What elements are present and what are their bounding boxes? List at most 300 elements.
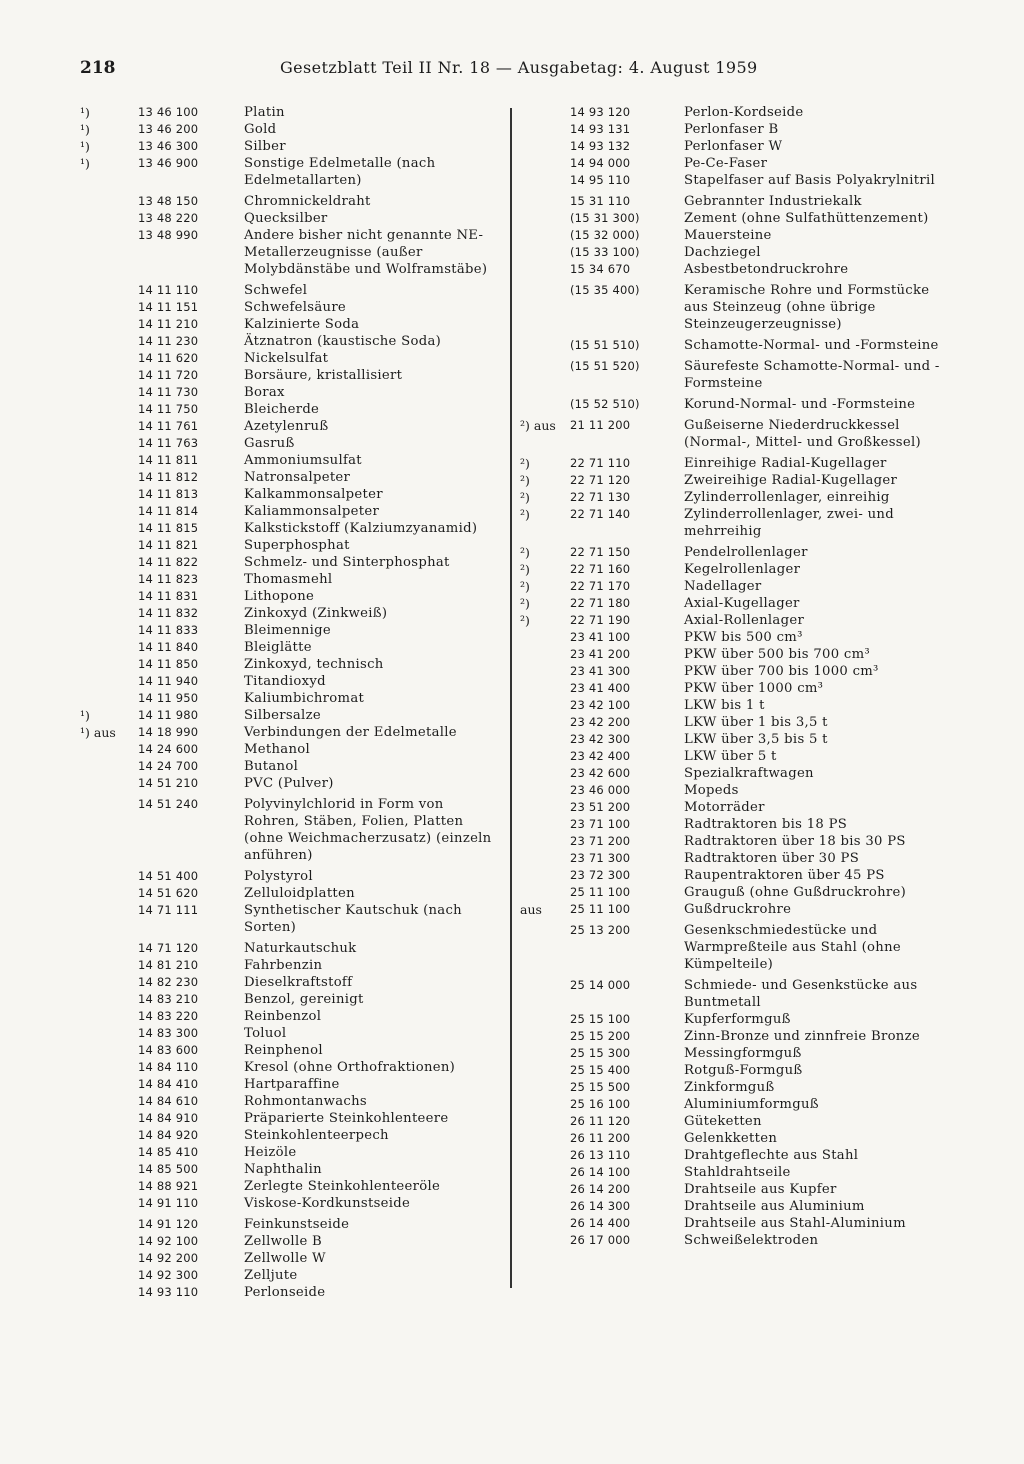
- item-description: Fahrbenzin: [244, 958, 323, 973]
- item-code: 14 24 700: [138, 759, 199, 773]
- item-description: Radtraktoren bis 18 PS: [684, 817, 848, 832]
- list-item: [80, 138, 510, 155]
- item-code: 14 93 132: [570, 139, 631, 153]
- item-code: 14 11 950: [138, 691, 199, 705]
- footnote-marker: ¹): [80, 156, 90, 171]
- list-item: [80, 1161, 510, 1178]
- list-item: [518, 1164, 958, 1181]
- item-code: 14 81 210: [138, 958, 199, 972]
- list-item: [80, 282, 510, 299]
- item-description: Gebrannter Industriekalk: [684, 194, 862, 209]
- item-description: Zinn-Bronze und zinnfreie Bronze: [684, 1029, 920, 1044]
- item-description: Grauguß (ohne Gußdruckrohre): [684, 885, 907, 900]
- list-item: [518, 261, 958, 278]
- item-description: Säurefeste Schamotte-Normal- und -Formsteine: [684, 359, 940, 391]
- item-description: Gußeiserne Niederdruckkessel (Normal-, Mittel- und Großkessel): [684, 418, 921, 450]
- item-code: 26 14 400: [570, 1216, 631, 1230]
- footnote-marker: ²): [520, 456, 530, 471]
- item-description: Kalkammonsalpeter: [244, 487, 383, 502]
- footnote-marker: ²): [520, 507, 530, 522]
- item-description: Toluol: [244, 1026, 287, 1041]
- item-description: Kaliammonsalpeter: [244, 504, 380, 519]
- item-description: Superphosphat: [244, 538, 350, 553]
- item-description: Chromnickeldraht: [244, 194, 371, 209]
- list-item: [518, 138, 958, 155]
- item-description: Sonstige Edelmetalle (nach Edelmetallarten): [244, 156, 436, 188]
- list-item: [80, 724, 510, 741]
- list-item: [80, 673, 510, 690]
- list-item: [80, 605, 510, 622]
- item-code: 13 48 990: [138, 228, 199, 242]
- list-item: [80, 299, 510, 316]
- item-code: 14 91 120: [138, 1217, 199, 1231]
- list-item: [518, 884, 958, 901]
- list-item: [518, 561, 958, 578]
- footnote-marker: ¹): [80, 105, 90, 120]
- list-item: [518, 121, 958, 138]
- column-divider: [510, 108, 512, 1288]
- list-item: [80, 486, 510, 503]
- list-item: [80, 1127, 510, 1144]
- list-item: [518, 680, 958, 697]
- item-description: Dachziegel: [684, 245, 761, 260]
- list-item: [518, 1232, 958, 1249]
- item-description: LKW über 1 bis 3,5 t: [684, 715, 828, 730]
- item-description: Kresol (ohne Orthofraktionen): [244, 1060, 456, 1075]
- item-code: 14 83 600: [138, 1043, 199, 1057]
- item-code: 14 11 750: [138, 402, 199, 416]
- list-item: [518, 472, 958, 489]
- list-item: [518, 612, 958, 629]
- item-code: 14 82 230: [138, 975, 199, 989]
- item-description: Zerlegte Steinkohlenteeröle: [244, 1179, 441, 1194]
- item-code: 14 11 720: [138, 368, 199, 382]
- item-code: 14 93 120: [570, 105, 631, 119]
- item-code: 23 71 200: [570, 834, 631, 848]
- item-code: 14 83 220: [138, 1009, 199, 1023]
- item-code: 23 71 300: [570, 851, 631, 865]
- item-code: 25 11 100: [570, 885, 631, 899]
- item-code: (15 51 510): [570, 338, 640, 352]
- item-description: Schamotte-Normal- und -Formsteine: [684, 338, 939, 353]
- item-description: Benzol, gereinigt: [244, 992, 364, 1007]
- list-item: [518, 1045, 958, 1062]
- item-description: Motorräder: [684, 800, 765, 815]
- list-item: [80, 588, 510, 605]
- list-item: [80, 520, 510, 537]
- footnote-marker: ²): [520, 562, 530, 577]
- item-description: Butanol: [244, 759, 299, 774]
- list-item: [518, 506, 958, 540]
- list-item: [80, 333, 510, 350]
- item-code: 14 11 833: [138, 623, 199, 637]
- item-code: 25 16 100: [570, 1097, 631, 1111]
- item-code: 22 71 110: [570, 456, 631, 470]
- item-code: 14 11 850: [138, 657, 199, 671]
- item-code: 13 46 200: [138, 122, 199, 136]
- footnote-marker: ¹): [80, 708, 90, 723]
- footnote-marker: aus: [520, 902, 542, 917]
- list-item: [80, 1025, 510, 1042]
- item-description: Stapelfaser auf Basis Polyakrylnitril: [684, 173, 936, 188]
- list-item: [80, 384, 510, 401]
- item-description: Mauersteine: [684, 228, 772, 243]
- item-description: Zellwolle B: [244, 1234, 323, 1249]
- list-item: [518, 816, 958, 833]
- item-description: Naphthalin: [244, 1162, 322, 1177]
- footnote-marker: ²): [520, 579, 530, 594]
- list-item: [80, 537, 510, 554]
- list-item: [518, 417, 958, 451]
- list-item: [80, 1008, 510, 1025]
- list-item: [80, 469, 510, 486]
- footnote-marker: ²): [520, 613, 530, 628]
- item-description: Ammoniumsulfat: [244, 453, 362, 468]
- item-code: 23 51 200: [570, 800, 631, 814]
- item-code: 14 94 000: [570, 156, 631, 170]
- list-item: [518, 833, 958, 850]
- item-description: Zelluloidplatten: [244, 886, 355, 901]
- item-code: 14 11 730: [138, 385, 199, 399]
- left-column: [80, 104, 510, 1301]
- item-description: Axial-Rollenlager: [684, 613, 805, 628]
- footnote-marker: ²): [520, 545, 530, 560]
- list-item: [518, 244, 958, 261]
- list-item: [80, 622, 510, 639]
- list-item: [518, 1130, 958, 1147]
- list-item: [80, 571, 510, 588]
- item-description: Perlonfaser W: [684, 139, 783, 154]
- item-description: Polyvinylchlorid in Form von Rohren, Stäben, Folien, Platten (ohne Weichmacherzusatz) (einzeln anführen): [244, 797, 492, 863]
- item-code: 14 11 813: [138, 487, 199, 501]
- item-description: Zellwolle W: [244, 1251, 326, 1266]
- footnote-marker: ¹) aus: [80, 725, 116, 740]
- item-description: Polystyrol: [244, 869, 313, 884]
- list-item: [518, 172, 958, 189]
- item-description: Hartparaffine: [244, 1077, 340, 1092]
- item-code: 22 71 150: [570, 545, 631, 559]
- item-code: 26 14 100: [570, 1165, 631, 1179]
- item-code: 14 11 821: [138, 538, 199, 552]
- list-item: [518, 1113, 958, 1130]
- list-item: [80, 639, 510, 656]
- item-code: 23 46 000: [570, 783, 631, 797]
- item-description: Titandioxyd: [244, 674, 326, 689]
- item-description: Schmiede- und Gesenkstücke aus Buntmetall: [684, 978, 918, 1010]
- item-code: 14 85 500: [138, 1162, 199, 1176]
- item-description: Kalkstickstoff (Kalziumzyanamid): [244, 521, 478, 536]
- footnote-marker: ¹): [80, 139, 90, 154]
- item-code: 14 11 840: [138, 640, 199, 654]
- item-description: Spezialkraftwagen: [684, 766, 814, 781]
- item-description: Rohmontanwachs: [244, 1094, 367, 1109]
- item-description: Borsäure, kristallisiert: [244, 368, 403, 383]
- item-code: 14 95 110: [570, 173, 631, 187]
- item-code: 14 51 620: [138, 886, 199, 900]
- right-column: [518, 104, 958, 1249]
- item-code: 21 11 200: [570, 418, 631, 432]
- item-code: 25 15 500: [570, 1080, 631, 1094]
- item-code: 22 71 140: [570, 507, 631, 521]
- item-code: 14 11 822: [138, 555, 199, 569]
- item-description: Ätznatron (kaustische Soda): [244, 334, 442, 349]
- item-description: Drahtseile aus Stahl-Aluminium: [684, 1216, 906, 1231]
- item-code: (15 35 400): [570, 283, 640, 297]
- list-item: [80, 1110, 510, 1127]
- item-code: 22 71 170: [570, 579, 631, 593]
- list-item: [518, 455, 958, 472]
- item-code: 23 41 100: [570, 630, 631, 644]
- item-code: 14 84 110: [138, 1060, 199, 1074]
- item-code: 14 11 210: [138, 317, 199, 331]
- item-description: Bleimennige: [244, 623, 331, 638]
- list-item: [518, 1028, 958, 1045]
- list-item: [518, 977, 958, 1011]
- list-item: [80, 210, 510, 227]
- list-item: [80, 868, 510, 885]
- list-item: [518, 731, 958, 748]
- list-item: [518, 850, 958, 867]
- item-code: 14 11 980: [138, 708, 199, 722]
- list-item: [80, 1195, 510, 1212]
- item-description: Nadellager: [684, 579, 762, 594]
- item-description: LKW über 5 t: [684, 749, 777, 764]
- item-description: Perlonfaser B: [684, 122, 779, 137]
- item-description: Silbersalze: [244, 708, 321, 723]
- list-item: [80, 1233, 510, 1250]
- list-item: [80, 1059, 510, 1076]
- list-item: [518, 595, 958, 612]
- item-code: 22 71 120: [570, 473, 631, 487]
- item-description: Präparierte Steinkohlenteere: [244, 1111, 449, 1126]
- item-code: 14 51 400: [138, 869, 199, 883]
- list-item: [518, 629, 958, 646]
- item-description: Drahtseile aus Kupfer: [684, 1182, 837, 1197]
- footnote-marker: ²): [520, 596, 530, 611]
- item-code: 14 92 300: [138, 1268, 199, 1282]
- item-code: 14 11 110: [138, 283, 199, 297]
- item-description: Einreihige Radial-Kugellager: [684, 456, 887, 471]
- item-code: 14 83 210: [138, 992, 199, 1006]
- item-description: Natronsalpeter: [244, 470, 351, 485]
- list-item: [80, 350, 510, 367]
- item-code: 14 18 990: [138, 725, 199, 739]
- item-code: 26 14 200: [570, 1182, 631, 1196]
- list-item: [518, 765, 958, 782]
- item-description: Azetylenruß: [244, 419, 329, 434]
- list-item: [80, 741, 510, 758]
- list-item: [80, 885, 510, 902]
- list-item: [518, 922, 958, 973]
- item-code: 14 92 100: [138, 1234, 199, 1248]
- list-item: [80, 1216, 510, 1233]
- item-code: 15 34 670: [570, 262, 631, 276]
- item-code: 14 11 815: [138, 521, 199, 535]
- item-code: 25 15 300: [570, 1046, 631, 1060]
- item-code: 13 46 300: [138, 139, 199, 153]
- item-code: 14 11 230: [138, 334, 199, 348]
- item-description: Raupentraktoren über 45 PS: [684, 868, 885, 883]
- list-item: [518, 396, 958, 413]
- item-code: 25 14 000: [570, 978, 631, 992]
- item-description: Perlonseide: [244, 1285, 326, 1300]
- list-item: [80, 554, 510, 571]
- item-description: Kalzinierte Soda: [244, 317, 360, 332]
- list-item: [518, 358, 958, 392]
- list-item: [518, 663, 958, 680]
- list-item: [80, 155, 510, 189]
- item-code: 14 51 240: [138, 797, 199, 811]
- item-description: PVC (Pulver): [244, 776, 334, 791]
- list-item: [80, 316, 510, 333]
- list-item: [80, 775, 510, 792]
- footnote-marker: ²) aus: [520, 418, 556, 433]
- item-code: 14 84 410: [138, 1077, 199, 1091]
- item-description: Heizöle: [244, 1145, 297, 1160]
- item-code: 14 92 200: [138, 1251, 199, 1265]
- list-item: [518, 578, 958, 595]
- item-code: 23 42 600: [570, 766, 631, 780]
- item-code: 14 11 620: [138, 351, 199, 365]
- item-code: 14 85 410: [138, 1145, 199, 1159]
- item-description: Zweireihige Radial-Kugellager: [684, 473, 898, 488]
- item-code: 22 71 190: [570, 613, 631, 627]
- item-description: Zylinderrollenlager, einreihig: [684, 490, 890, 505]
- item-description: Viskose-Kordkunstseide: [244, 1196, 411, 1211]
- list-item: [518, 544, 958, 561]
- item-code: 14 11 761: [138, 419, 199, 433]
- item-code: 14 93 131: [570, 122, 631, 136]
- item-description: Zinkoxyd, technisch: [244, 657, 384, 672]
- item-description: Quecksilber: [244, 211, 328, 226]
- list-item: [518, 714, 958, 731]
- item-description: Andere bisher nicht genannte NE-Metallerzeugnisse (außer Molybdänstäbe und Wolframstäbe): [244, 228, 488, 277]
- list-item: [80, 1250, 510, 1267]
- list-item: [518, 1062, 958, 1079]
- list-item: [518, 155, 958, 172]
- list-item: [80, 690, 510, 707]
- item-code: 14 88 921: [138, 1179, 199, 1193]
- item-code: 14 71 120: [138, 941, 199, 955]
- item-description: Radtraktoren über 18 bis 30 PS: [684, 834, 906, 849]
- list-item: [518, 227, 958, 244]
- item-code: 23 42 100: [570, 698, 631, 712]
- list-item: [80, 435, 510, 452]
- item-description: Reinbenzol: [244, 1009, 322, 1024]
- list-item: [80, 1267, 510, 1284]
- item-code: 14 11 763: [138, 436, 199, 450]
- list-item: [80, 796, 510, 864]
- list-item: [80, 1178, 510, 1195]
- list-item: [518, 1181, 958, 1198]
- item-description: Perlon-Kordseide: [684, 105, 804, 120]
- list-item: [518, 210, 958, 227]
- page-number: 218: [80, 58, 116, 78]
- item-code: 14 93 110: [138, 1285, 199, 1299]
- footnote-marker: ²): [520, 473, 530, 488]
- item-description: LKW bis 1 t: [684, 698, 765, 713]
- item-code: 23 41 400: [570, 681, 631, 695]
- item-code: 23 41 200: [570, 647, 631, 661]
- item-description: Naturkautschuk: [244, 941, 357, 956]
- item-description: Schweißelektroden: [684, 1233, 819, 1248]
- item-code: 25 15 100: [570, 1012, 631, 1026]
- item-code: 23 72 300: [570, 868, 631, 882]
- item-code: 14 11 812: [138, 470, 199, 484]
- item-description: Pe-Ce-Faser: [684, 156, 768, 171]
- list-item: [80, 503, 510, 520]
- list-item: [80, 227, 510, 278]
- item-code: 26 13 110: [570, 1148, 631, 1162]
- item-description: Nickelsulfat: [244, 351, 329, 366]
- item-code: 13 48 150: [138, 194, 199, 208]
- item-code: 15 31 110: [570, 194, 631, 208]
- running-title: Gesetzblatt Teil II Nr. 18 — Ausgabetag: 4. August 1959: [280, 58, 758, 77]
- list-item: [80, 902, 510, 936]
- item-description: Platin: [244, 105, 285, 120]
- list-item: [518, 799, 958, 816]
- item-description: Kegelrollenlager: [684, 562, 801, 577]
- item-code: 26 11 120: [570, 1114, 631, 1128]
- item-description: Bleicherde: [244, 402, 320, 417]
- list-item: [80, 707, 510, 724]
- item-code: 23 42 200: [570, 715, 631, 729]
- item-description: Zylinderrollenlager, zwei- und mehrreihig: [684, 507, 894, 539]
- item-code: (15 31 300): [570, 211, 640, 225]
- item-code: (15 51 520): [570, 359, 640, 373]
- item-description: Reinphenol: [244, 1043, 323, 1058]
- item-description: Zinkformguß: [684, 1080, 775, 1095]
- list-item: [518, 697, 958, 714]
- item-description: Rotguß-Formguß: [684, 1063, 803, 1078]
- item-code: 14 11 940: [138, 674, 199, 688]
- item-description: Zinkoxyd (Zinkweiß): [244, 606, 388, 621]
- item-description: Verbindungen der Edelmetalle: [244, 725, 457, 740]
- item-description: Drahtseile aus Aluminium: [684, 1199, 865, 1214]
- item-description: Pendelrollenlager: [684, 545, 808, 560]
- item-description: Stahldrahtseile: [684, 1165, 791, 1180]
- item-description: Keramische Rohre und Formstücke aus Steinzeug (ohne übrige Steinzeugerzeugnisse): [684, 283, 930, 332]
- item-code: 14 11 814: [138, 504, 199, 518]
- list-item: [518, 1198, 958, 1215]
- item-description: Asbestbetondruckrohre: [684, 262, 849, 277]
- item-description: Kupferformguß: [684, 1012, 791, 1027]
- item-description: Methanol: [244, 742, 311, 757]
- item-code: 14 11 823: [138, 572, 199, 586]
- item-code: 14 51 210: [138, 776, 199, 790]
- list-item: [518, 867, 958, 884]
- list-item: [518, 1147, 958, 1164]
- item-code: 14 91 110: [138, 1196, 199, 1210]
- item-code: 14 84 910: [138, 1111, 199, 1125]
- item-description: Axial-Kugellager: [684, 596, 800, 611]
- item-code: (15 32 000): [570, 228, 640, 242]
- item-description: Aluminiumformguß: [684, 1097, 819, 1112]
- list-item: [80, 957, 510, 974]
- item-description: Mopeds: [684, 783, 739, 798]
- list-item: [80, 940, 510, 957]
- item-description: Zelljute: [244, 1268, 298, 1283]
- list-item: [80, 1284, 510, 1301]
- list-item: [518, 1096, 958, 1113]
- item-description: Gasruß: [244, 436, 295, 451]
- list-item: [80, 193, 510, 210]
- list-item: [80, 121, 510, 138]
- list-item: [518, 1215, 958, 1232]
- item-code: 22 71 180: [570, 596, 631, 610]
- item-description: Gold: [244, 122, 277, 137]
- item-code: 26 11 200: [570, 1131, 631, 1145]
